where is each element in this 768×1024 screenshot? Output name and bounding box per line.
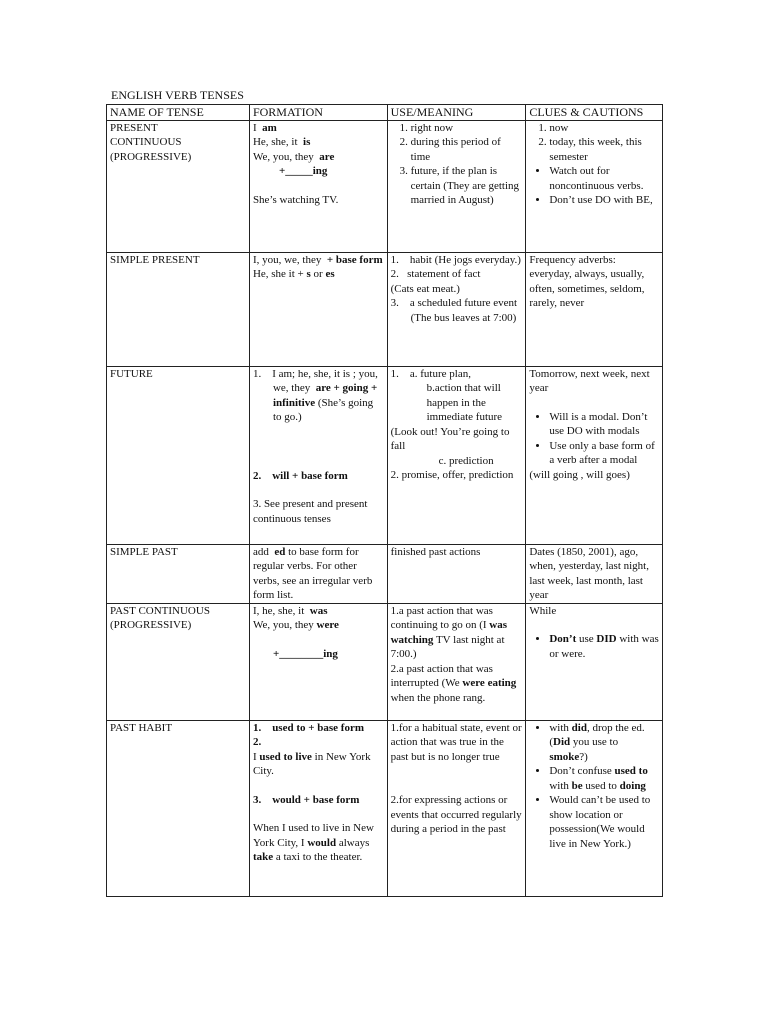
clues-cell: Frequency adverbs: everyday, always, usually, often, sometimes, seldom, rarely, never: [526, 252, 663, 366]
formation-cell: add ed to base form for regular verbs. For other verbs, see an irregular verb form list.: [249, 544, 387, 603]
clues-cell: Dates (1850, 2001), ago, when, yesterday, last night, last week, last month, last year: [526, 544, 663, 603]
page-title: ENGLISH VERB TENSES: [111, 88, 244, 102]
tense-name: PRESENT CONTINUOUS (PROGRESSIVE): [107, 120, 250, 252]
use-cell: 1. right now 2. during this period of time 3. future, if the plan is certain (They are getting married in August): [387, 120, 526, 252]
use-cell: finished past actions: [387, 544, 526, 603]
row-simple-past: [107, 544, 663, 603]
tense-name: FUTURE: [107, 366, 250, 544]
formation-cell: I, you, we, they + base form He, she it + s or es: [249, 252, 387, 366]
clues-cell: • with did, drop the ed. (Did you use to smoke?) • Don’t confuse used to with be used to doing • Would can’t be used to show location or possession(We would live in New York.): [526, 720, 663, 896]
use-cell: 1. habit (He jogs everyday.) 2. statement of fact (Cats eat meat.) 3. a scheduled future event (The bus leaves at 7:00): [387, 252, 526, 366]
row-present-continuous: [107, 120, 663, 252]
header-row: [107, 105, 663, 121]
tense-name: PAST CONTINUOUS (PROGRESSIVE): [107, 603, 250, 720]
row-future: [107, 366, 663, 544]
formation-cell: I, he, she, it was We, you, they were +________ing: [249, 603, 387, 720]
header-use: USE/MEANING: [387, 105, 526, 121]
use-cell: 1.a past action that was continuing to go on (I was watching TV last night at 7:00.) 2.a past action that was interrupted (We were eating when the phone rang.: [387, 603, 526, 720]
tense-name: SIMPLE PAST: [107, 544, 250, 603]
example-sentence: She’s watching TV.: [252, 193, 339, 206]
formation-cell: 1. I am; he, she, it is ; you, we, they are + going + infinitive (She’s going to go.) 2. will + base form 3. See present and present continuous tenses: [249, 366, 387, 544]
row-past-habit: [107, 720, 663, 896]
clues-cell: 1. now 2. today, this week, this semester • Watch out for noncontinuous verbs. • Don’t use DO with BE,: [526, 120, 663, 252]
clues-cell: While • Don’t use DID with was or were.: [526, 603, 663, 720]
use-cell: 1. a. future plan, b.action that will happen in the immediate future (Look out! You’re going to fall c. prediction 2. promise, offer, prediction: [387, 366, 526, 544]
tense-name: PAST HABIT: [107, 720, 250, 896]
header-clues: CLUES & CAUTIONS: [526, 105, 663, 121]
row-past-continuous: [107, 603, 663, 720]
header-formation: FORMATION: [249, 105, 387, 121]
row-simple-present: [107, 252, 663, 366]
header-name: NAME OF TENSE: [107, 105, 250, 121]
verb-tenses-table: [106, 104, 663, 897]
clues-cell: Tomorrow, next week, next year • Will is a modal. Don’t use DO with modals • Use only a base form of a verb after a modal (will going , will goes): [526, 366, 663, 544]
formation-cell: 1. used to + base form 2. I used to live in New York City. 3. would + base form When I used to live in New York City, I would always take a taxi to the theater.: [249, 720, 387, 896]
tense-name: SIMPLE PRESENT: [107, 252, 250, 366]
formation-cell: I am He, she, it is We, you, they are +_____ing She’s watching TV.: [249, 120, 387, 252]
use-cell: 1.for a habitual state, event or action that was true in the past but is no longer true 2.for expressing actions or events that occurred regularly during a period in the past: [387, 720, 526, 896]
